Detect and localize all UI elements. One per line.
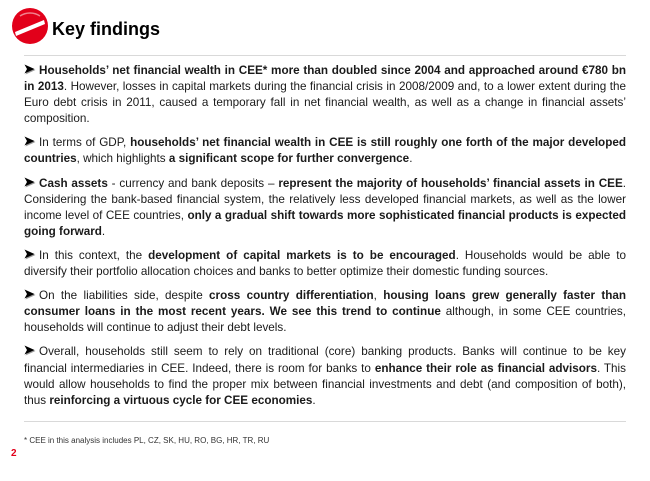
body-text: , [373, 289, 384, 303]
finding-paragraph [24, 344, 626, 408]
unicredit-logo-icon [10, 6, 50, 46]
body-text: . [409, 152, 413, 166]
emphasis-text: development of capital markets is to be encouraged [148, 248, 456, 262]
emphasis-text: reinforcing a virtuous cycle for CEE economies [49, 393, 313, 407]
page-title: Key findings [52, 19, 161, 39]
body-text: . Households would be able to diversify their portfolio allocation choices and banks to better optimize their domestic funding sources. [24, 248, 627, 279]
emphasis-text: cross country differentiation [209, 289, 374, 303]
body-text: . However, losses in capital markets during the financial crisis in 2008/2009 and, to a lower extent during the Euro debt crisis in 2011, caused a temporary fall in net financial wealth, as well as a change in financial assets’ composition. [24, 80, 627, 126]
arrow-bullet-icon [24, 64, 36, 75]
arrow-bullet-icon [24, 249, 36, 260]
header-divider [24, 55, 626, 56]
emphasis-text: Cash assets [39, 176, 108, 190]
emphasis-text: Households’ net financial wealth in CEE* more than doubled since 2004 and approached around €780 bn in 2013 [24, 64, 626, 94]
findings-list [24, 63, 626, 417]
arrow-bullet-icon [24, 345, 36, 356]
body-text: although, in some CEE countries, households will continue to adjust their debt levels. [24, 305, 626, 335]
arrow-bullet-icon [24, 177, 36, 188]
finding-paragraph [24, 176, 626, 240]
emphasis-text: enhance their role as financial advisors [374, 361, 597, 375]
body-text: In terms of GDP, [39, 136, 131, 150]
page-number: 2 [11, 448, 17, 459]
finding-paragraph [24, 288, 626, 336]
finding-paragraph [24, 63, 626, 127]
body-text: , which highlights [76, 152, 169, 166]
emphasis-text: represent the majority of households’ financial assets in CEE [278, 176, 623, 190]
emphasis-text: a significant scope for further convergence [168, 152, 410, 166]
emphasis-text: only a gradual shift towards more sophisticated financial products is expected going forward [24, 208, 626, 238]
body-text: . This would allow households to find the proper mix between financial investments and debt (and composition of both), thus [24, 361, 626, 407]
finding-paragraph [24, 248, 626, 280]
body-text: . [101, 224, 106, 238]
body-text: - currency and bank deposits – [107, 176, 279, 190]
body-text: . Considering the bank-based financial system, the relatively less developed financial markets, as well as the lower income level of CEE countries, [24, 176, 626, 222]
footer-divider [24, 421, 626, 422]
body-text: In this context, the [39, 248, 149, 262]
arrow-bullet-icon [24, 136, 36, 147]
body-text: . [312, 393, 316, 407]
finding-paragraph [24, 135, 626, 167]
footnote: * CEE in this analysis includes PL, CZ, SK, HU, RO, BG, HR, TR, RU [24, 436, 270, 445]
emphasis-text: housing loans grew generally faster than consumer loans in the most recent years. We see this trend to continue [24, 289, 626, 319]
body-text: Overall, households still seem to rely on traditional (core) banking products. Banks will continue to be key financial intermediaries in CEE. Indeed, there is room for banks to [24, 345, 626, 375]
arrow-bullet-icon [24, 289, 36, 300]
body-text: On the liabilities side, despite [39, 289, 210, 303]
emphasis-text: households’ net financial wealth in CEE is still roughly one forth of the major developed countries [24, 136, 626, 166]
